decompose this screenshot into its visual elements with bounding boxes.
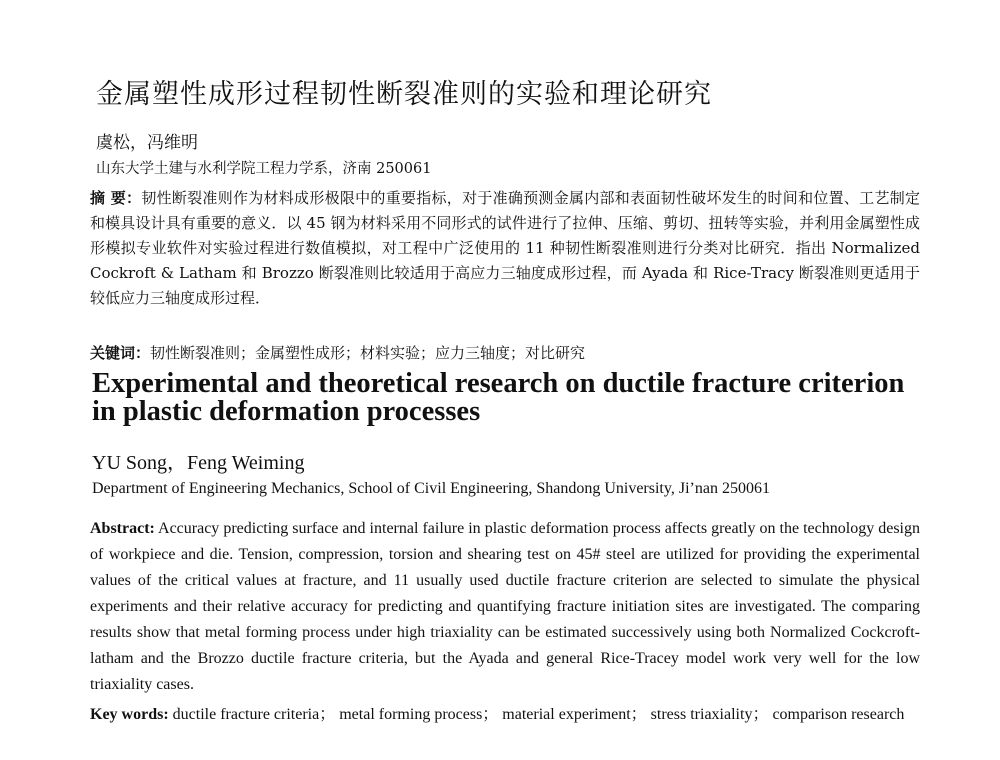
- english-affiliation: Department of Engineering Mechanics, School of Civil Engineering, Shandong University, Ji’nan 250061: [92, 480, 770, 497]
- chinese-title: 金属塑性成形过程韧性断裂准则的实验和理论研究: [96, 79, 712, 110]
- english-abstract: [90, 516, 920, 698]
- english-abstract-label: Abstract:: [90, 520, 155, 537]
- chinese-keywords-label: 关键词：: [90, 344, 151, 362]
- english-abstract-text: Accuracy predicting surface and internal failure in plastic deformation process affects greatly on the technology design of workpiece and die. Tension, compression, torsion and shearing test on 45# steel are utilized for providing the experimental values of the critical values at fracture, and 11 usually used ductile fracture criterion are selected to simulate the physical experiments and their relative accuracy for predicting and quantifying fracture initiation sites are investigated. The comparing results show that metal forming process under high triaxiality can be estimated successively using both Normalized Cockcroft-latham and the Brozzo ductile fracture criteria, but the Ayada and general Rice-Tracey model work very well for the low triaxiality cases.: [90, 520, 920, 693]
- english-keywords-label: Key words:: [90, 706, 169, 723]
- chinese-abstract-label: 摘 要：: [90, 189, 142, 207]
- chinese-affiliation: 山东大学土建与水利学院工程力学系，济南 250061: [96, 161, 432, 177]
- english-keywords-text: ductile fracture criteria； metal forming process； material experiment； stress triaxiality； comparison research: [168, 706, 905, 723]
- english-keywords: [90, 702, 920, 728]
- chinese-abstract: [90, 186, 920, 311]
- english-authors: YU Song，Feng Weiming: [92, 452, 305, 474]
- chinese-keywords-text: 韧性断裂准则；金属塑性成形；材料实验；应力三轴度；对比研究: [150, 344, 586, 362]
- chinese-abstract-text: 韧性断裂准则作为材料成形极限中的重要指标，对于准确预测金属内部和表面韧性破坏发生的时间和位置、工艺制定和模具设计具有重要的意义．以 45 钢为材料采用不同形式的试件进行了拉伸、压缩、剪切、扭转等实验，并利用金属塑性成形模拟专业软件对实验过程进行数值模拟，对工程中广泛使用的 11 种韧性断裂准则进行分类对比研究．指出 Normalized Cockroft & Latham 和 Brozzo 断裂准则比较适用于高应力三轴度成形过程，而 Ayada 和 Rice-Tracy 断裂准则更适用于较低应力三轴度成形过程．: [90, 189, 920, 307]
- chinese-keywords: [90, 342, 920, 363]
- chinese-authors: 虞松，冯维明: [96, 133, 198, 153]
- english-title: Experimental and theoretical research on ductile fracture criterion in plastic deformation processes: [92, 368, 905, 427]
